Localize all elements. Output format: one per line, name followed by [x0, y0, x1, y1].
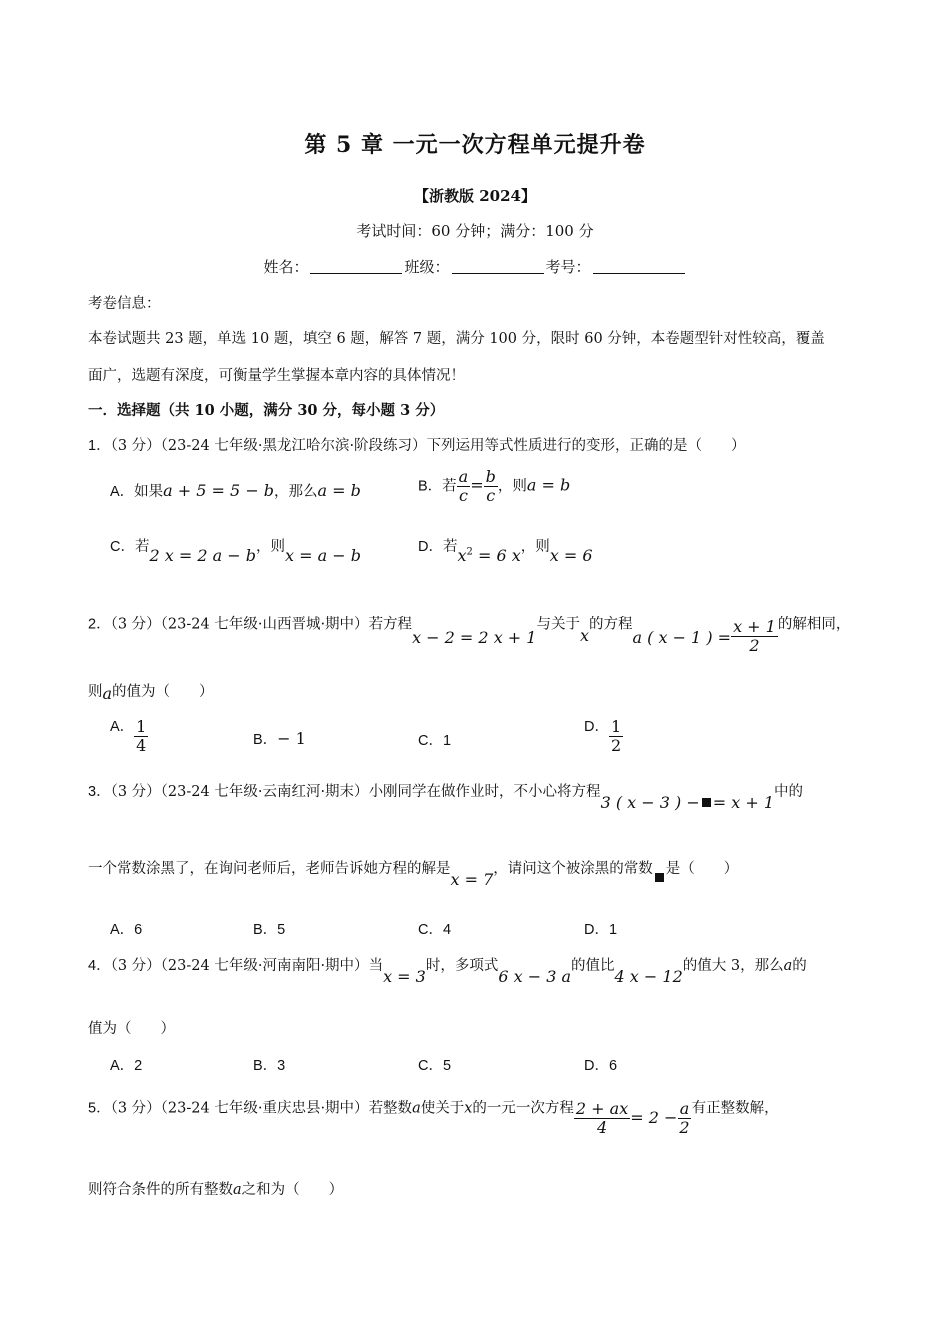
q1-stem-text: 下列运用等式性质进行的变形，正确的是（ ）: [426, 438, 746, 454]
fraction-numerator: b: [485, 467, 496, 486]
equation: a = b: [317, 481, 361, 500]
q1-option-a[interactable]: [110, 480, 361, 501]
equation: x = a − b: [284, 546, 361, 565]
fraction-denominator: 4: [136, 736, 147, 755]
q3-option-a[interactable]: [110, 918, 142, 939]
variable: x: [457, 546, 467, 565]
fraction-denominator: 2: [610, 736, 622, 755]
question-5-line-2: [88, 1178, 343, 1199]
equation-left: 3 ( x − 3 ) −: [600, 793, 700, 812]
stem-text: 之和为（ ）: [241, 1182, 344, 1198]
equation: a ( x − 1 ) =: [632, 627, 732, 647]
option-label: C．: [418, 1058, 443, 1074]
option-label: C．: [110, 539, 135, 555]
q4-source: （23-24 七年级·河南南阳·期中）: [160, 958, 369, 974]
stem-text: 的一元一次方程: [472, 1100, 574, 1117]
page-title: 第 5 章 一元一次方程单元提升卷: [304, 132, 646, 158]
q1-number: 1．: [88, 438, 111, 454]
equation-right: = x + 1: [712, 793, 775, 812]
stem-text: ，请问这个被涂黑的常数: [493, 861, 653, 877]
stem-text: 有正整数解，: [691, 1100, 779, 1117]
option-label: C．: [418, 733, 443, 749]
fraction: [484, 468, 498, 505]
stem-text: 是（ ）: [665, 861, 739, 877]
q4-option-c[interactable]: [418, 1054, 451, 1075]
q2-source: （23-24 七年级·山西晋城·期中）: [160, 616, 369, 633]
equation: x = 3: [383, 967, 426, 986]
stem-text: 的解相同，: [777, 616, 851, 633]
q4-option-b[interactable]: [253, 1054, 285, 1075]
q2-score: （3 分）: [110, 616, 161, 633]
question-2-line-2: [88, 680, 214, 701]
q4-number: 4．: [88, 958, 111, 974]
q4-score: （3 分）: [110, 958, 161, 974]
variable: a: [102, 684, 113, 703]
option-label: B．: [418, 478, 443, 495]
variable: a: [412, 1100, 421, 1117]
stem-text: 的: [792, 958, 807, 974]
option-value: − 1: [277, 729, 306, 748]
q3-number: 3．: [88, 784, 111, 800]
blacked-out-square-icon: [655, 873, 664, 882]
stem-text: 与关于: [536, 616, 580, 633]
option-value: 5: [442, 1058, 452, 1074]
option-label: D．: [584, 718, 609, 735]
q2-option-b[interactable]: [253, 728, 306, 749]
option-text: ，则: [497, 478, 527, 495]
q3-option-d[interactable]: [584, 918, 617, 939]
option-value: 2: [134, 1058, 143, 1074]
q1-option-d[interactable]: [418, 535, 593, 565]
option-label: D．: [418, 539, 443, 555]
info-heading: 考卷信息：: [88, 296, 161, 312]
stem-text: 的值比: [571, 958, 615, 974]
option-label: B．: [253, 922, 278, 938]
equation: = 2 −: [630, 1107, 678, 1127]
equation: [601, 793, 774, 812]
option-label: A．: [110, 484, 135, 500]
stem-text: 若方程: [368, 616, 413, 633]
fraction-numerator: a: [458, 467, 469, 486]
stem-text: 使关于: [420, 1100, 465, 1117]
edition-label: 【浙教版 2024】: [414, 187, 536, 205]
section-heading: 一．选择题（共 10 小题，满分 30 分，每小题 3 分）: [88, 402, 445, 419]
option-label: D．: [584, 1058, 609, 1074]
student-fields: [0, 256, 950, 277]
q3-source: （23-24 七年级·云南红河·期末）: [160, 784, 369, 800]
option-text: 如果: [134, 484, 164, 500]
stem-text: 则: [88, 684, 103, 700]
info-line-2: 面广，选题有深度，可衡量学生掌握本章内容的具体情况！: [88, 368, 465, 384]
option-value: 5: [277, 922, 286, 938]
option-text: 若: [442, 539, 458, 555]
question-1-stem: [88, 434, 746, 455]
fraction-denominator: c: [458, 486, 468, 505]
equals-sign: =: [470, 475, 484, 495]
stem-text: 的值为（ ）: [112, 684, 214, 700]
question-2-stem: [88, 606, 851, 655]
q2-number: 2．: [88, 616, 111, 633]
fraction-numerator: x + 1: [733, 617, 776, 636]
option-value: 1: [442, 733, 452, 749]
exam-time: 考试时间：60 分钟；满分：100 分: [356, 222, 594, 240]
option-text: 若: [442, 478, 457, 495]
option-label: C．: [418, 922, 443, 938]
stem-text: 一个常数涂黑了，在询问老师后，老师告诉她方程的解是: [88, 861, 451, 877]
q3-option-b[interactable]: [253, 918, 285, 939]
variable: x: [464, 1100, 473, 1117]
fraction: [677, 1100, 691, 1137]
stem-text: 的方程: [589, 616, 633, 633]
q2-option-c[interactable]: [418, 729, 451, 750]
question-5-stem: [88, 1090, 779, 1137]
equation: a + 5 = 5 − b: [163, 481, 275, 500]
stem-text: 小刚同学在做作业时，不小心将方程: [368, 784, 601, 800]
fraction-numerator: 2 + ax: [575, 1099, 629, 1118]
q2-option-d[interactable]: [584, 718, 623, 755]
option-label: A．: [110, 922, 135, 938]
fraction: [134, 718, 148, 755]
info-line-1: 本卷试题共 23 题，单选 10 题，填空 6 题，解答 7 题，满分 100 分，限时 60 分钟，本卷题型针对性较高，覆盖: [88, 331, 825, 347]
q4-option-a[interactable]: [110, 1054, 142, 1075]
fraction-denominator: 4: [596, 1118, 608, 1137]
option-text: ，那么: [274, 484, 318, 500]
fraction: [731, 618, 778, 655]
stem-text: 的值大 3，那么: [682, 958, 784, 974]
option-label: B．: [253, 732, 278, 748]
fraction: [457, 468, 471, 505]
equation: 6 x − 3 a: [498, 967, 572, 986]
variable: a: [783, 958, 793, 974]
q5-source: （23-24 七年级·重庆忠县·期中）: [160, 1100, 369, 1117]
equation: x = 7: [450, 870, 494, 889]
fraction: [574, 1100, 630, 1137]
option-label: D．: [584, 922, 609, 938]
q5-number: 5．: [88, 1100, 111, 1117]
name-label: 姓名：: [263, 258, 309, 276]
equation: x − 2 = 2 x + 1: [412, 627, 537, 647]
fraction-numerator: 1: [610, 717, 622, 736]
exponent: 2: [466, 546, 473, 558]
option-text: 若: [134, 539, 150, 555]
id-label: 考号：: [545, 258, 591, 276]
option-label: A．: [110, 718, 135, 735]
question-3-line-2: [88, 857, 739, 889]
question-4-stem: [88, 954, 807, 986]
q2-option-a[interactable]: [110, 718, 148, 755]
name-blank[interactable]: [310, 259, 402, 274]
option-value: 6: [608, 1058, 618, 1074]
fraction-denominator: 2: [679, 1118, 690, 1137]
fraction-numerator: 1: [136, 717, 147, 736]
fraction-denominator: c: [486, 486, 496, 505]
stem-text: 若整数: [368, 1100, 413, 1117]
option-label: A．: [110, 1058, 135, 1074]
option-text: ，则: [255, 539, 285, 555]
id-blank[interactable]: [593, 259, 685, 274]
variable: a: [233, 1182, 242, 1198]
class-blank[interactable]: [452, 259, 544, 274]
fraction-numerator: a: [679, 1099, 690, 1118]
option-value: 3: [277, 1058, 286, 1074]
q5-score: （3 分）: [110, 1100, 161, 1117]
q3-score: （3 分）: [110, 784, 161, 800]
q1-option-b[interactable]: [418, 468, 570, 505]
stem-text: 时，多项式: [425, 958, 499, 974]
equation: [457, 546, 520, 565]
equation: a = b: [526, 475, 571, 495]
q3-option-c[interactable]: [418, 918, 451, 939]
blacked-out-square-icon: [702, 798, 711, 807]
question-3-stem: [88, 780, 804, 812]
option-value: 4: [442, 922, 452, 938]
equation: 4 x − 12: [614, 967, 683, 986]
equation: 2 x = 2 a − b: [149, 546, 256, 565]
option-text: ，则: [520, 539, 550, 555]
equation: x = 6: [549, 546, 593, 565]
stem-text: 当: [368, 958, 384, 974]
class-label: 班级：: [404, 258, 450, 276]
option-label: B．: [253, 1058, 278, 1074]
question-4-line-2: 值为（ ）: [88, 1021, 175, 1037]
variable: x: [579, 625, 589, 645]
option-value: 1: [608, 922, 618, 938]
q1-option-c[interactable]: [110, 535, 361, 565]
fraction-denominator: 2: [749, 636, 760, 655]
q1-score: （3 分）: [110, 438, 161, 454]
equation-rest: = 6 x: [472, 546, 521, 565]
q4-option-d[interactable]: [584, 1054, 617, 1075]
stem-text: 中的: [774, 784, 804, 800]
q1-source: （23-24 七年级·黑龙江哈尔滨·阶段练习）: [160, 438, 427, 454]
option-value: 6: [134, 922, 143, 938]
stem-text: 则符合条件的所有整数: [88, 1182, 233, 1198]
fraction: [609, 718, 623, 755]
